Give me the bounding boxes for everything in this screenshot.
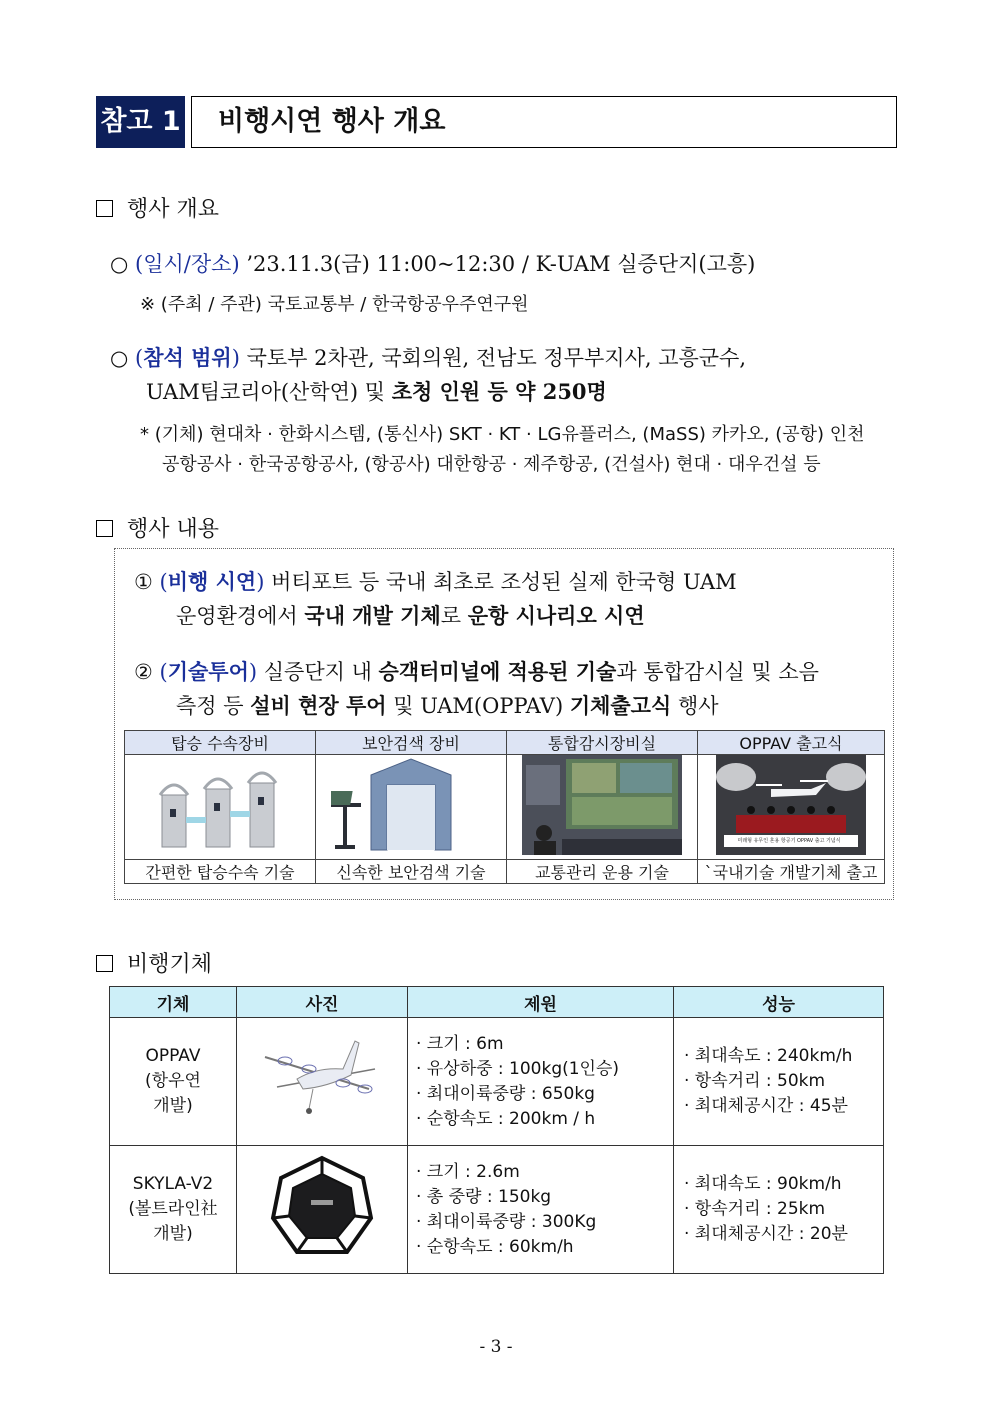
header-security: 보안검색 장비 [316,731,507,755]
header-rollout: OPPAV 출고식 [698,731,885,755]
section-heading-aircraft [96,947,212,978]
skyla-performance [674,1146,884,1274]
page-number: - 3 - [479,1337,513,1357]
schedule-label: 일시/장소 [143,252,232,276]
aircraft-name-line: OPPAV [145,1046,201,1066]
oppav-performance [674,1018,884,1146]
caption-boarding: 간편한 탑승수속 기술 [125,860,316,884]
page-title: 비행시연 행사 개요 [218,106,446,137]
text-bold: 승객터미널에 적용된 기술 [378,659,617,684]
aircraft-spec-table [109,986,884,1274]
text-bold: 국내 개발 기체 [304,603,441,628]
skyla-specs [408,1146,674,1274]
text-part: 실증단지 내 [263,660,379,684]
host-note: ※ (주최 / 주관) 국토교통부 / 한국항공우주연구원 [140,294,529,315]
caption-traffic: 교통관리 운용 기술 [507,860,698,884]
circle-bullet: ○ [110,346,129,370]
aircraft-name-line: (볼트라인社 [128,1199,218,1219]
aircraft-name [110,1018,237,1146]
perf-item: · 최대속도 : 240km/h [684,1046,853,1066]
table-row [110,1018,884,1146]
caption-security: 신속한 보안검색 기술 [316,860,507,884]
attendees-line-2 [146,376,607,406]
table-row [110,1146,884,1274]
text-part: 및 UAM(OPPAV) [386,694,570,718]
checkbox-square-icon [96,955,113,972]
boarding-gate-image [125,755,316,860]
perf-item: · 항속거리 : 50km [684,1071,826,1091]
col-photo: 사진 [237,987,408,1018]
text-part: 로 [440,604,468,628]
attendees-text: 국토부 2차관, 국회의원, 전남도 정무부지사, 고흥군수, [246,346,747,370]
attendees-text-2: UAM팀코리아(산학연) 및 [146,380,392,404]
spec-item: · 최대이륙중량 : 300Kg [416,1211,597,1232]
section-title: 행사 개요 [127,197,220,222]
header-control-room: 통합감시장비실 [507,731,698,755]
spec-item: · 총 중량 : 150kg [416,1186,552,1207]
perf-item: · 최대속도 : 90km/h [684,1174,842,1194]
control-room-image [507,755,698,860]
spec-item: · 최대이륙중량 : 650kg [416,1083,595,1104]
col-aircraft: 기체 [110,987,237,1018]
text-part: 행사 [671,694,719,718]
col-performance: 성능 [674,987,884,1018]
text-bold: 기체출고식 [569,693,672,718]
facility-image-table [124,730,885,884]
checkbox-square-icon [96,520,113,537]
circle-bullet: ○ [110,252,129,276]
aircraft-name-line: 개발) [153,1096,193,1116]
header-boarding: 탑승 수속장비 [125,731,316,755]
flight-demo-line-2 [176,600,645,630]
oppav-specs [408,1018,674,1146]
oppav-photo [237,1018,408,1146]
participants-note-2: 공항공사 · 한국공항공사, (항공사) 대한항공 · 제주항공, (건설사) 현대 · 대우건설 등 [162,454,821,475]
participants-note-1: * (기체) 현대차 · 한화시스템, (통신사) SKT · KT · LG유플러스, (MaSS) 카카오, (공항) 인천 [140,424,865,445]
section-title: 행사 내용 [127,517,220,542]
perf-item: · 항속거리 : 25km [684,1199,826,1219]
flight-demo-line: ① (비행 시연) 버티포트 등 국내 최초로 조성된 실제 한국형 UAM [134,569,737,594]
perf-item: · 최대체공시간 : 20분 [684,1224,848,1244]
text-part: 과 통합감시실 및 소음 [616,660,819,684]
spec-item: · 순항속도 : 200km / h [416,1108,596,1129]
flight-demo-label: 비행 시연 [167,569,257,594]
text-part: 운영환경에서 [176,604,305,628]
security-scanner-image [316,755,507,860]
reference-tag: 참고 1 [96,96,185,148]
col-specs: 제원 [408,987,674,1018]
section-heading-overview [96,192,219,223]
text-bold: 운항 시나리오 시연 [467,603,645,628]
tech-tour-label: 기술투어 [167,659,249,684]
rollout-banner: 미래형 유무인 혼용 항공기 OPPAV 출고 기념식 [737,838,841,844]
aircraft-name-line: (항우연 [145,1071,201,1091]
attendees-label: 참석 범위 [143,345,232,370]
aircraft-name [110,1146,237,1274]
flight-demo-text: 버티포트 등 국내 최초로 조성된 실제 한국형 UAM [271,570,737,594]
spec-item: · 순항속도 : 60km/h [416,1236,574,1257]
perf-item: · 최대체공시간 : 45분 [684,1096,848,1116]
text-part: 측정 등 [176,694,251,718]
section-heading-contents [96,512,219,543]
number-marker: ① [134,570,153,594]
schedule-line: ○ (일시/장소) ’23.11.3(금) 11:00~12:30 / K-UAM 실증단지(고흥) [110,252,756,276]
schedule-text: ’23.11.3(금) 11:00~12:30 / K-UAM 실증단지(고흥) [246,252,756,276]
section-title: 비행기체 [127,952,213,977]
spec-item: · 크기 : 6m [416,1033,504,1054]
aircraft-name-line: SKYLA-V2 [132,1174,214,1194]
text-bold: 설비 현장 투어 [250,693,387,718]
caption-rollout: `국내기술 개발기체 출고 [698,860,885,884]
checkbox-square-icon [96,200,113,217]
spec-item: · 크기 : 2.6m [416,1161,520,1182]
skyla-photo [237,1146,408,1274]
attendees-count: 초청 인원 등 약 250명 [391,379,607,404]
aircraft-name-line: 개발) [153,1224,193,1244]
attendees-line: ○ (참석 범위) 국토부 2차관, 국회의원, 전남도 정무부지사, 고흥군수, [110,345,747,370]
tech-tour-line: ② (기술투어) 실증단지 내 승객터미널에 적용된 기술과 통합감시실 및 소음 [134,659,819,684]
spec-item: · 유상하중 : 100kg(1인승) [416,1058,620,1079]
tech-tour-line-2 [176,690,719,720]
number-marker: ② [134,660,153,684]
